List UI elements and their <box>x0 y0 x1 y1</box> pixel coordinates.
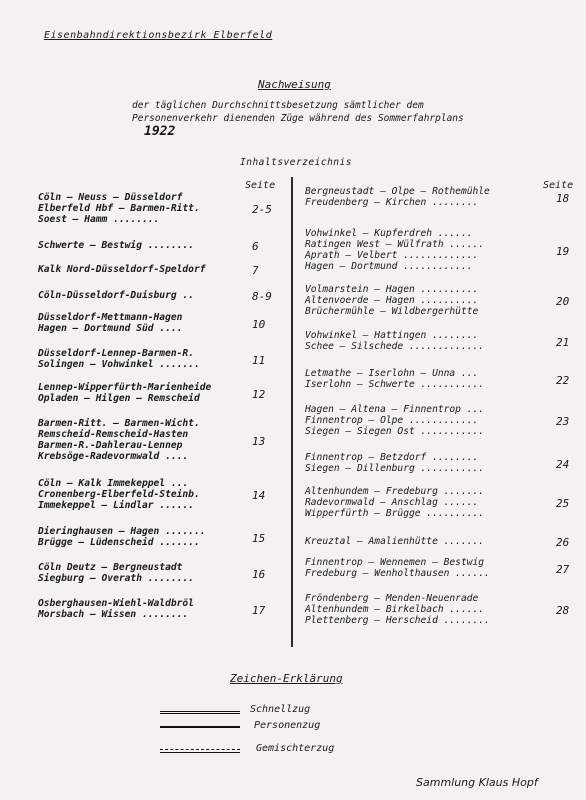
toc-line: Fredeburg — Wenholthausen ...... <box>305 568 490 579</box>
toc-line: Iserlohn — Schwerte ........... <box>305 379 485 390</box>
toc-line: Cöln — Kalk Immekeppel ... <box>38 478 189 489</box>
toc-line: Hagen — Dortmund Süd .... <box>38 323 183 334</box>
legend-label-personenzug: Personenzug <box>254 720 321 731</box>
personenzug-line-sample <box>160 726 240 728</box>
toc-line: Freudenberg — Kirchen ........ <box>305 197 479 208</box>
toc-page-number: 8-9 <box>252 290 272 303</box>
column-divider <box>291 177 293 647</box>
toc-line: Cöln Deutz — Bergneustadt <box>38 562 183 573</box>
toc-line: Soest — Hamm ........ <box>38 214 160 225</box>
railway-district-header: Eisenbahndirektionsbezirk Elberfeld <box>44 30 273 41</box>
toc-line: Brüchermühle — Wildbergerhütte <box>305 306 479 317</box>
toc-page-number: 17 <box>252 603 266 617</box>
toc-line: Ratingen West — Wülfrath ...... <box>305 239 485 250</box>
toc-line: Cronenberg-Elberfeld-Steinb. <box>38 489 200 500</box>
toc-page-number: 2-5 <box>252 203 272 216</box>
toc-line: Altenhundem — Fredeburg ....... <box>305 486 485 497</box>
toc-line: Morsbach — Wissen ........ <box>38 609 189 620</box>
toc-line: Krebsöge-Radevormwald .... <box>38 451 189 462</box>
toc-line: Aprath — Velbert ............. <box>305 250 479 261</box>
toc-page-number: 12 <box>252 387 266 401</box>
seite-label-right: Seite <box>543 180 574 191</box>
toc-line: Altenvoerde — Hagen .......... <box>305 295 479 306</box>
toc-page-number: 10 <box>252 317 266 331</box>
year: 1922 <box>144 124 176 139</box>
legend-label-gemischterzug: Gemischterzug <box>256 743 335 754</box>
toc-line: Siegen — Siegen Ost ........... <box>305 426 485 437</box>
schnellzug-line-sample <box>160 711 240 714</box>
toc-line: Hagen — Dortmund ............ <box>305 261 473 272</box>
toc-line: Hagen — Altena — Finnentrop ... <box>305 404 485 415</box>
toc-line: Barmen-Ritt. — Barmen-Wicht. <box>38 418 200 429</box>
toc-line: Dieringhausen — Hagen ....... <box>38 526 206 537</box>
toc-page-number: 14 <box>252 489 266 502</box>
toc-page-number: 28 <box>556 604 570 617</box>
toc-line: Finnentrop — Wennemen — Bestwig <box>305 557 485 568</box>
toc-line: Brügge — Lüdenscheid ....... <box>38 537 200 548</box>
gemischterzug-line-sample <box>160 749 240 753</box>
toc-page-number: 13 <box>252 434 266 448</box>
toc-line: Düsseldorf-Mettmann-Hagen <box>38 312 183 323</box>
toc-page-number: 6 <box>252 240 259 253</box>
toc-page-number: 15 <box>252 531 266 545</box>
toc-page-number: 20 <box>556 295 570 308</box>
collection-stamp: Sammlung Klaus Hopf <box>416 776 538 789</box>
legend-label-schnellzug: Schnellzug <box>250 704 311 715</box>
toc-page-number: 19 <box>556 244 570 258</box>
subtitle-line-1: der täglichen Durchschnittsbesetzung sämtlicher dem <box>132 100 424 111</box>
toc-page-number: 16 <box>252 567 266 581</box>
toc-line: Finnentrop — Olpe ............ <box>305 415 479 426</box>
toc-line: Volmarstein — Hagen .......... <box>305 284 479 295</box>
toc-page-number: 25 <box>556 497 570 510</box>
toc-page-number: 7 <box>252 264 259 277</box>
toc-line: Lennep-Wipperfürth-Marienheide <box>38 382 212 393</box>
toc-line: Opladen — Hilgen — Remscheid <box>38 393 200 404</box>
toc-line: Bergneustadt — Olpe — Rothemühle <box>305 186 490 197</box>
toc-line: Finnentrop — Betzdorf ........ <box>305 452 479 463</box>
toc-line: Radevormwald — Anschlag ...... <box>305 497 479 508</box>
toc-page-number: 11 <box>252 353 266 367</box>
toc-page-number: 21 <box>556 335 570 349</box>
toc-line: Solingen — Vohwinkel ....... <box>38 359 200 370</box>
toc-line: Immekeppel — Lindlar ...... <box>38 500 194 511</box>
toc-line: Cöln — Neuss — Düsseldorf <box>38 192 183 203</box>
toc-line: Wipperfürth — Brügge .......... <box>305 508 485 519</box>
toc-page-number: 22 <box>556 373 570 387</box>
toc-line: Siegburg — Overath ........ <box>38 573 194 584</box>
toc-page-number: 24 <box>556 457 570 471</box>
toc-line: Vohwinkel — Hattingen ........ <box>305 330 479 341</box>
subtitle-line-2: Personenverkehr dienenden Züge während des Sommerfahrplans <box>132 113 464 124</box>
toc-page-number: 23 <box>556 415 570 428</box>
toc-line: Plettenberg — Herscheid ........ <box>305 615 490 626</box>
toc-line: Osberghausen-Wiehl-Waldbröl <box>38 598 194 609</box>
toc-line: Kreuztal — Amalienhütte ....... <box>305 536 485 547</box>
toc-page-number: 18 <box>556 191 570 205</box>
seite-label-left: Seite <box>245 180 276 191</box>
toc-line: Cöln-Düsseldorf-Duisburg .. <box>38 290 194 301</box>
toc-page-number: 27 <box>556 562 570 576</box>
toc-line: Kalk Nord-Düsseldorf-Speldorf <box>38 264 206 275</box>
toc-line: Siegen — Dillenburg ........... <box>305 463 485 474</box>
document-title: Nachweisung <box>258 78 331 91</box>
toc-line: Düsseldorf-Lennep-Barmen-R. <box>38 348 194 359</box>
toc-line: Letmathe — Iserlohn — Unna ... <box>305 368 479 379</box>
toc-line: Elberfeld Hbf — Barmen-Ritt. <box>38 203 200 214</box>
toc-heading: Inhaltsverzeichnis <box>240 157 352 168</box>
toc-line: Altenhundem — Birkelbach ...... <box>305 604 485 615</box>
toc-page-number: 26 <box>556 536 570 549</box>
legend-title: Zeichen-Erklärung <box>230 672 343 685</box>
toc-line: Schwerte — Bestwig ........ <box>38 240 194 251</box>
toc-line: Schee — Silschede ............. <box>305 341 485 352</box>
toc-line: Remscheid-Remscheid-Hasten <box>38 429 189 440</box>
toc-line: Vohwinkel — Kupferdreh ...... <box>305 228 473 239</box>
toc-line: Fröndenberg — Menden-Neuenrade <box>305 593 479 604</box>
toc-line: Barmen-R.-Dahlerau-Lennep <box>38 440 183 451</box>
